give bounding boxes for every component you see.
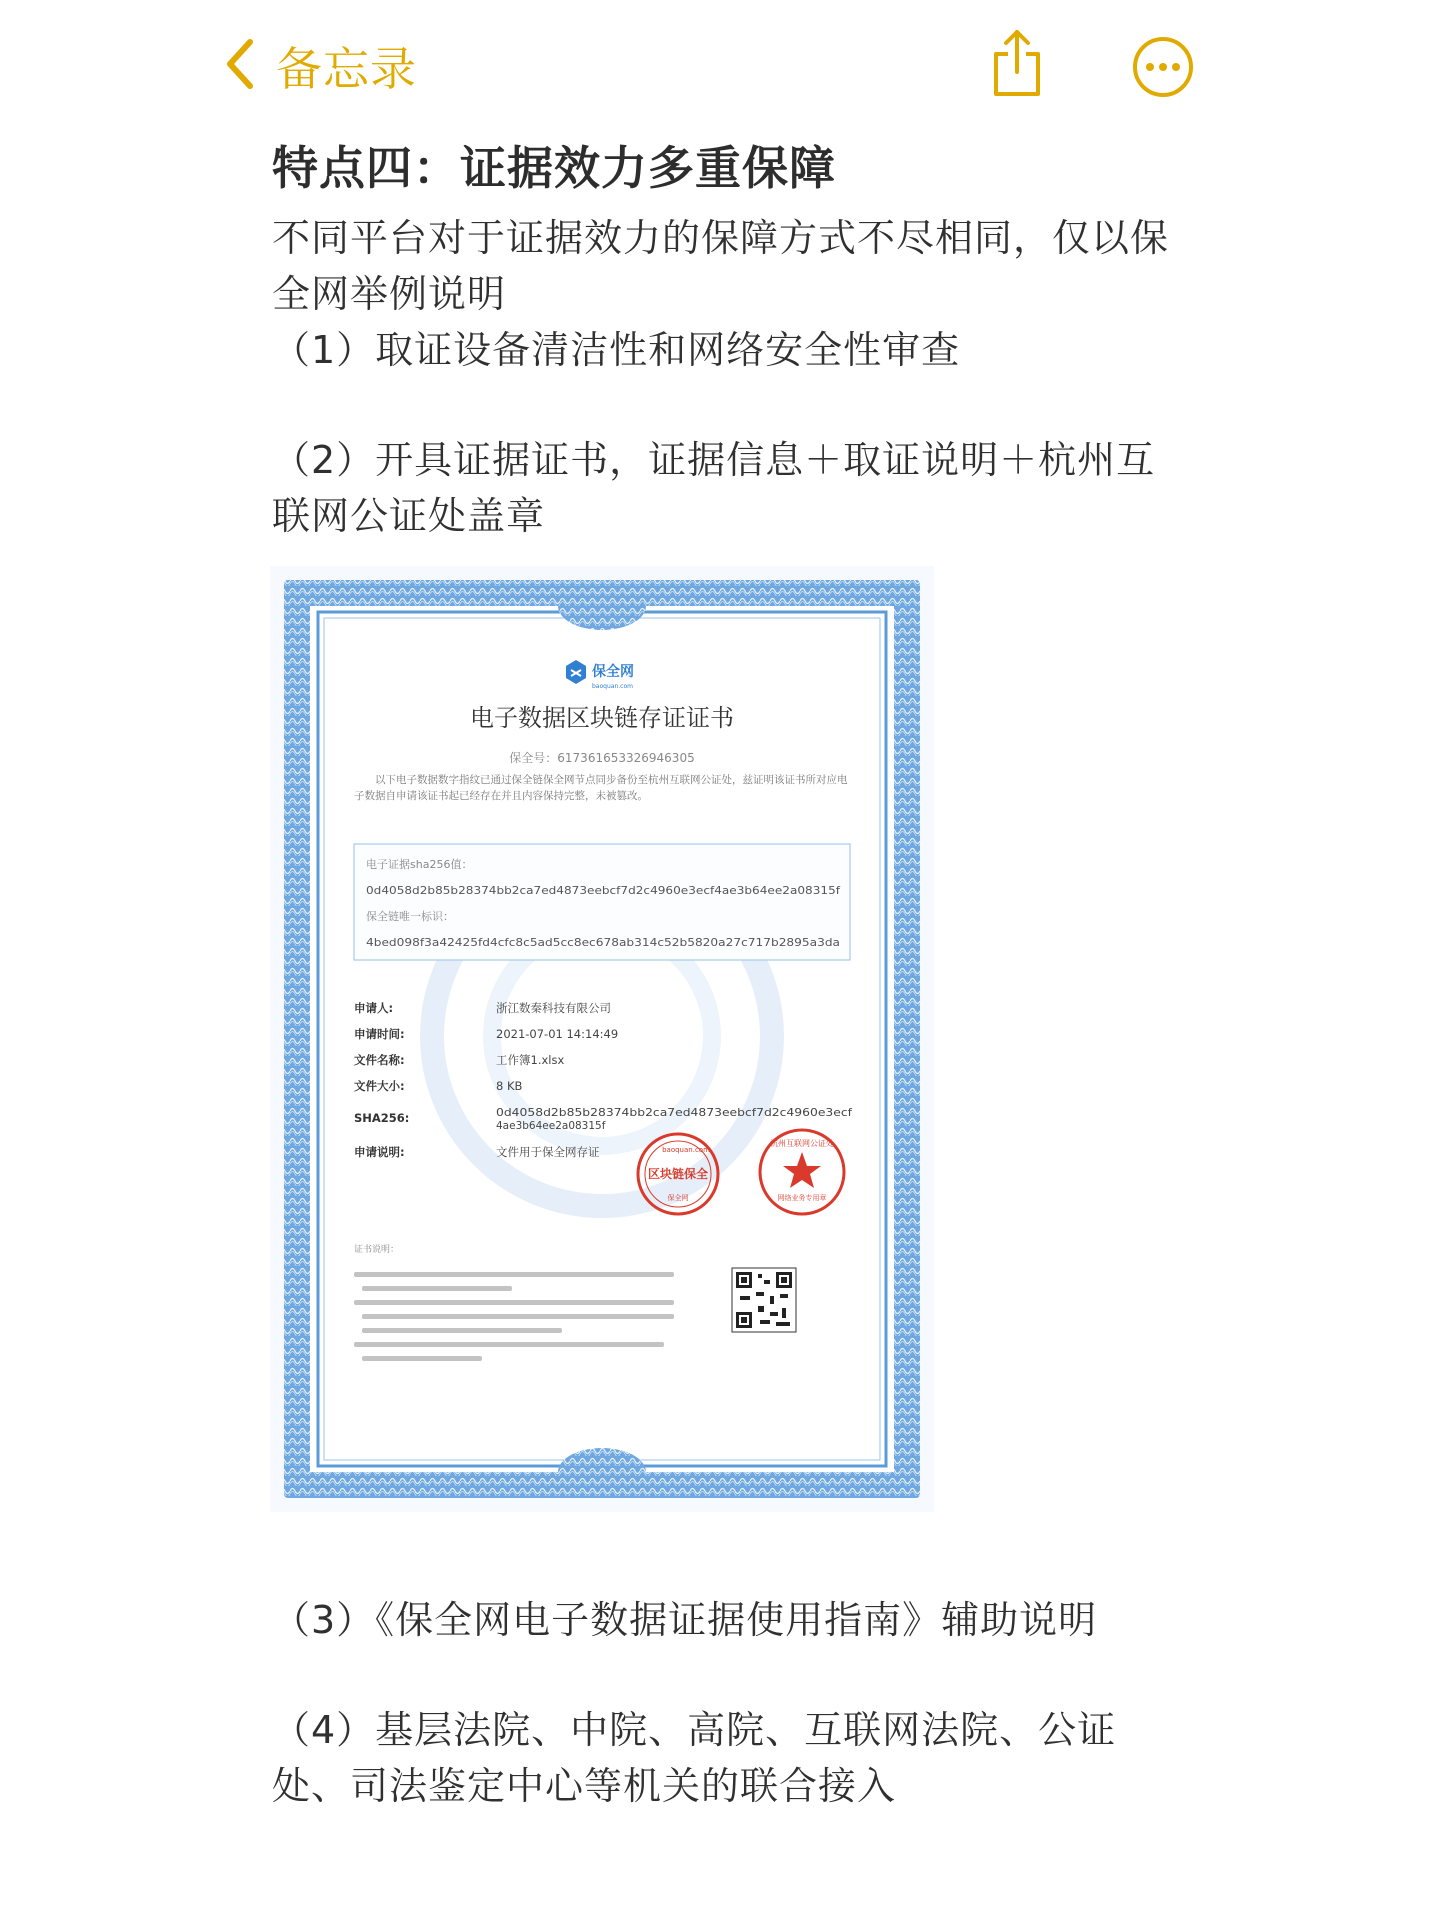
back-button[interactable] <box>222 36 417 96</box>
note-intro: 不同平台对于证据效力的保障方式不尽相同，仅以保全网举例说明 <box>272 216 1170 316</box>
cert-field-value: 工作簿1.xlsx <box>496 1053 565 1067</box>
cert-chain-label: 保全链唯一标识： <box>366 910 454 923</box>
cert-notes-title: 证书说明： <box>354 1245 400 1255</box>
chevron-left-icon <box>222 36 256 96</box>
note-item-2: （2）开具证据证书，证据信息＋取证说明＋杭州互联网公证处盖章 <box>272 438 1156 538</box>
cert-field-label: 文件大小: <box>354 1079 405 1093</box>
cert-chain-value: 4bed098f3a42425fd4cfc8c5ad5cc8ec678ab314c52b5820a27c717b2895a3da <box>366 937 840 949</box>
note-heading: 特点四：证据效力多重保障 <box>272 141 836 195</box>
cert-field-value: 4ae3b64ee2a08315f <box>496 1120 606 1132</box>
seal2-ring: 杭州互联网公证处 <box>770 1139 834 1148</box>
cert-field-value: 文件用于保全网存证 <box>496 1145 600 1159</box>
certificate-image[interactable] <box>270 566 934 1512</box>
note-body[interactable] <box>272 130 1192 544</box>
more-button[interactable] <box>1132 36 1194 98</box>
seal1-ring: baoquan.com <box>662 1146 710 1154</box>
cert-title: 电子数据区块链存证证书 <box>470 704 734 732</box>
cert-logo-text: 保全网 <box>592 664 634 680</box>
cert-field-value: 0d4058d2b85b28374bb2ca7ed4873eebcf7d2c4960e3ecf <box>496 1107 853 1119</box>
cert-number: 保全号：617361653326946305 <box>509 751 695 765</box>
ellipsis-circle-icon <box>1132 36 1194 98</box>
cert-field-label: 文件名称: <box>354 1053 405 1067</box>
share-icon <box>990 28 1044 98</box>
cert-field-label: SHA256: <box>354 1111 410 1125</box>
back-label: 备忘录 <box>276 42 417 96</box>
blank-line <box>272 378 1192 434</box>
note-item-3: （3）《保全网电子数据证据使用指南》辅助说明 <box>272 1598 1098 1642</box>
cert-hash-value: 0d4058d2b85b28374bb2ca7ed4873eebcf7d2c4960e3ecf4ae3b64ee2a08315f <box>366 885 841 897</box>
note-item-1: （1）取证设备清洁性和网络安全性审查 <box>272 328 961 372</box>
cert-field-label: 申请时间: <box>354 1027 405 1041</box>
cert-field-label: 申请人: <box>354 1001 394 1015</box>
cert-hash-label: 电子证据sha256值： <box>366 858 473 871</box>
cert-field-value: 8 KB <box>496 1079 523 1093</box>
note-item-4: （4）基层法院、中院、高院、互联网法院、公证处、司法鉴定中心等机关的联合接入 <box>272 1708 1117 1808</box>
share-button[interactable] <box>990 28 1044 98</box>
seal2-bottom: 网络业务专用章 <box>777 1194 827 1202</box>
qr-code-icon <box>732 1268 796 1332</box>
seal1-text: 区块链保全 <box>647 1167 709 1181</box>
cert-field-label: 申请说明: <box>354 1145 405 1159</box>
cert-field-value: 浙江数秦科技有限公司 <box>496 1001 611 1015</box>
cert-intro: 以下电子数据数字指纹已通过保全链保全网节点同步备份至杭州互联网公证处，兹证明该证书所对应电子数据自申请该证书起已经存在并且内容保持完整，未被篡改。 <box>354 774 848 802</box>
seal1-bottom: 保全网 <box>667 1194 689 1202</box>
cert-logo-sub: baoquan.com <box>592 683 633 690</box>
cert-field-value: 2021-07-01 14:14:49 <box>496 1027 619 1041</box>
